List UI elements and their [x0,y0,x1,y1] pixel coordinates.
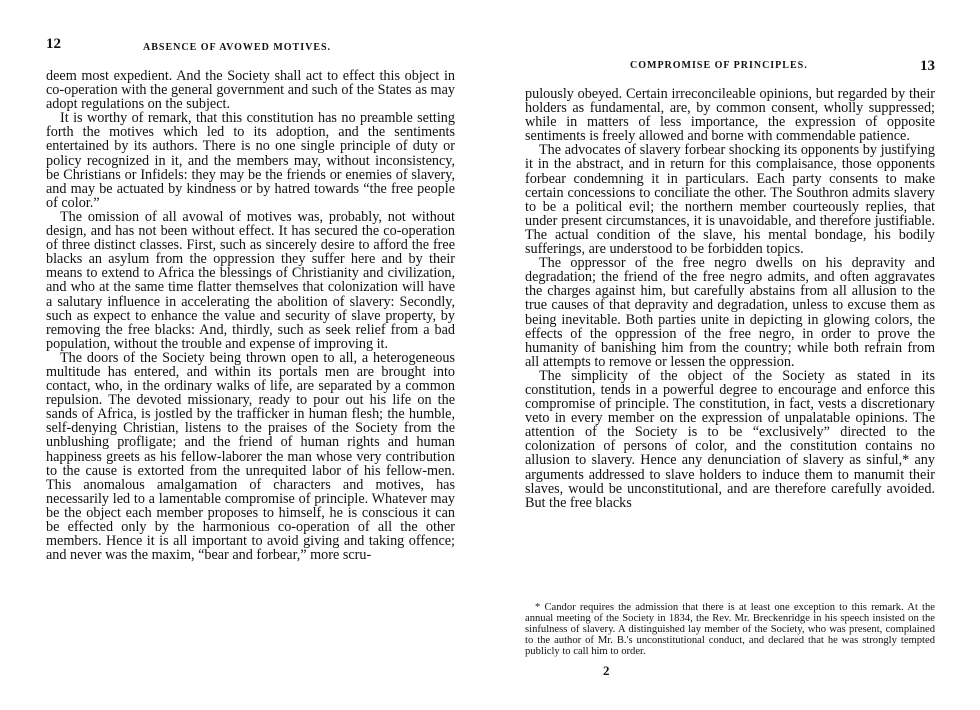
signature-mark: 2 [603,663,610,678]
paragraph: The omission of all avowal of motives was, probably, not without design, and has not been without effect. It has secured the co-operation of three distinct classes. First, such as sincerely desire to afford the free blacks an asylum from the oppression they suffer here and by their means to extend to Africa the blessings of Christianity and civilization, and who at the same time flatter themselves that colonization will have a salutary influence in accelerating the abolition of slavery: Secondly, such as expect to enhance the value and security of slave property, by removing the free blacks: And, thirdly, such as seek relief from a bad population, without the trouble and expense of improving it. [46,208,455,352]
paragraph: pulously obeyed. Certain irreconcileable opinions, but regarded by their holders as fundamental, are, by common consent, wholly suppressed; while in matters of less importance, the expression of opposite sentiments is freely allowed and borne with commendable patience. [525,86,935,145]
paragraph: deem most expedient. And the Society shall act to effect this object in co-operation with the general government and such of the States as may adopt regulations on the subject. [46,68,455,113]
paragraph: The doors of the Society being thrown open to all, a heterogeneous multitude has entered, and within its portals men are brought into contact, who, in the ordinary walks of life, are separated by a common repulsion. The devoted missionary, ready to pour out his life on the sands of Africa, is jostled by the trafficker in human flesh; the humble, self-denying Christian, listens to the praises of the Society from the unblushing profligate; and the friend of human rights and human happiness greets as his fellow-laborer the man whose very contribution to the cause is extorted from the unrequited labor of his fellow-men. This anomalous amalgamation of characters and motives, has necessarily led to a lamentable compromise of principle. Whatever may be the object each member proposes to himself, he is conscious it can be effected only by the harmonious co-operation of all the other members. Hence it is all important to avoid giving and taking offence; and never was the maxim, “bear and forbear,” more scru- [46,349,455,564]
body-text [46,69,455,562]
running-head: ABSENCE OF AVOWED MOTIVES. [143,42,332,53]
paragraph: The advocates of slavery forbear shocking its opponents by justifying it in the abstract, and in return for this complaisance, those opponents forbear condemning it in particulars. Each party consents to make certain concessions to conciliate the other. The Southron admits slavery to be a political evil; the northern member courteously replies, that under present circumstances, it is unavoidable, and therefore justifiable. The actual condition of the slave, his mental bondage, his bodily sufferings, are understood to be forbidden topics. [525,142,935,258]
body-text [525,87,935,510]
page-number: 12 [46,36,61,52]
paragraph: The oppressor of the free negro dwells on his depravity and degradation; the friend of the free negro admits, and often aggravates the charges against him, but carefully abstains from all allusion to the true causes of that depravity and degradation, unless to excuse them as being inevitable. Both parties unite in depicting in glowing colors, the effects of the oppression of the free negro, in order to prove the humanity of banishing him from the country; while both refrain from all attempts to remove or lessen the oppression. [525,255,935,370]
footnote [525,602,935,657]
paragraph: It is worthy of remark, that this constitution has no preamble setting forth the motives which led to its adoption, and the sentiments entertained by its authors. There is no one single principle of duty or policy recognized in it, and the members may, without inconsistency, be Christians or Infidels: they may be the friends or enemies of slavery, and may be actuated by kindness or by hatred towards “the free people of color.” [46,110,455,211]
paragraph: The simplicity of the object of the Society as stated in its constitution, tends in a powerful degree to encourage and enforce this compromise of principle. The constitution, in fact, vests a discretionary veto in every member on the expression of unpalatable opinions. The attention of the Society is to be “exclusively” directed to the colonization of persons of color, and the constitution contains no allusion to slavery. Hence any denunciation of slavery as sinful,* any arguments addressed to slave holders to induce them to manumit their slaves, would be unconstitutional, and are therefore carefully avoided. But the free blacks [525,367,935,511]
footnote-text: * Candor requires the admission that there is at least one exception to this remark. At the annual meeting of the Society in 1834, the Rev. Mr. Breckenridge in his speech insisted on the sinfulness of slavery. A distinguished lay member of the Society, who was present, complained to the author of Mr. B.'s unconstitutional conduct, and declared that he was strongly tempted publicly to call him to order. [525,602,935,657]
running-head: COMPROMISE OF PRINCIPLES. [630,60,808,71]
page-number: 13 [920,58,935,74]
